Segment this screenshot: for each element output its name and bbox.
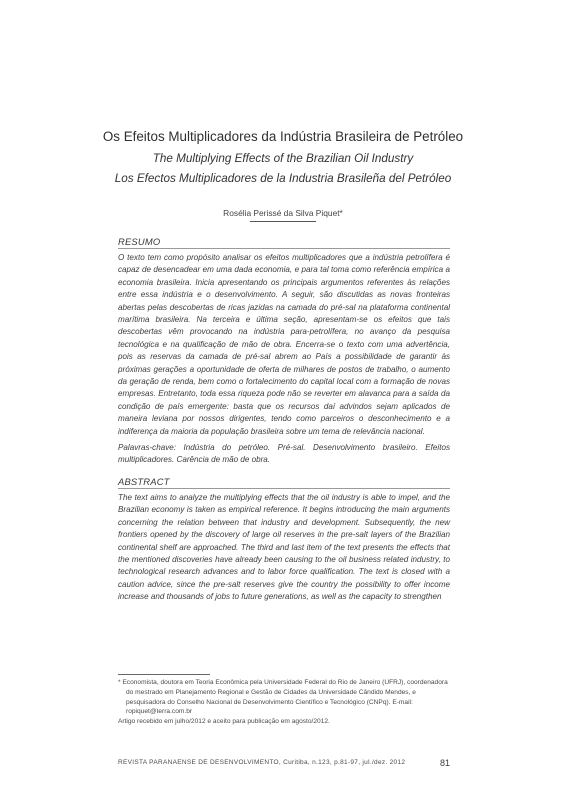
title-block bbox=[100, 128, 466, 189]
footnote bbox=[118, 678, 450, 727]
author-divider bbox=[250, 221, 316, 222]
author-footnote: * Economista, doutora em Teoria Econômica pela Universidade Federal do Rio de Janeiro (UFRJ), coordenadora do mestrado em Planejamento Regional e Gestão de Cidades da Universidade Cândido Mendes, e pesquisadora do Conselho Nacional de Desenvolvimento Científico e Tecnológico (CNPq). E-mail: ropiquet@terra.com.br bbox=[118, 679, 448, 716]
journal-citation: REVISTA PARANAENSE DE DESENVOLVIMENTO, Curitiba, n.123, p.81-97, jul./dez. 2012 bbox=[118, 759, 406, 766]
resumo-keywords: Palavras-chave: Indústria do petróleo. Pré-sal. Desenvolvimento brasileiro. Efeitos multiplicadores. Carência de mão de obra. bbox=[118, 443, 450, 465]
article-title-spanish: Los Efectos Multiplicadores de la Industria Brasileña del Petróleo bbox=[114, 172, 452, 185]
page-number: 81 bbox=[440, 758, 451, 768]
abstract-text: The text aims to analyze the multiplying effects that the oil industry is able to impel, and the Brazilian economy is taken as empirical reference. It begins introducing the main arguments concerning the relation between that industry and development. Subsequently, the new frontiers opened by the discovery of large oil reserves in the pre-salt layers of the Brazilian continental shelf are approached. The third and last item of the text presents the effects that the mentioned discoveries have already been causing to the oil business related industry, to technological research advances and to labor force qualification. The text is closed with a caution advice, since the pre-salt reserves give the country the possibility to offer income increase and thousands of jobs to future generations, as well as the capacity to strengthen bbox=[118, 493, 450, 602]
resumo-text: O texto tem como propósito analisar os efeitos multiplicadores que a indústria petrolífera é capaz de desencadear em uma dada economia, e para tal toma como referência empírica a economia brasileira. Inicia apresentando os principais argumentos referentes às relações entre essa indústria e o desenvolvimento. A seguir, são discutidas as novas fronteiras abertas pelas descobertas de ricas jazidas na camada do pré-sal na plataforma continental marítima brasileira. Na terceira e última seção, apresentam-se os efeitos que tais descobertas vêm provocando na indústria para-petrolífera, no avanço da pesquisa tecnológica e na qualificação de mão de obra. Encerra-se o texto com uma advertência, pois as reservas da camada de pré-sal abrem ao País a possibilidade de garantir às próximas gerações a oportunidade de oferta de milhares de postos de trabalho, o aumento da geração de renda, bem como o fortalecimento do capital local com a formação de novas empresas. Entretanto, toda essa riqueza pode não se reverter em alavanca para a saída da condição de país emergente: basta que os recursos daí advindos sejam aplicados de maneira leviana por nossos dirigentes, tendo como parceiros o desconhecimento e a indiferença da maioria da população brasileira sobre um tema de relevância nacional. bbox=[118, 253, 450, 436]
article-title-english: The Multiplying Effects of the Brazilian Oil Industry bbox=[152, 152, 414, 165]
footnote-divider bbox=[118, 674, 210, 675]
received-note: Artigo recebido em julho/2012 e aceito para publicação em agosto/2012. bbox=[118, 718, 330, 726]
abstract-heading: ABSTRACT bbox=[118, 476, 170, 487]
resumo-rule bbox=[118, 248, 450, 249]
resumo-heading: RESUMO bbox=[118, 236, 161, 247]
abstract-rule bbox=[118, 488, 450, 489]
author-name: Rosélia Perissé da Silva Piquet* bbox=[223, 208, 343, 218]
article-title-portuguese: Os Efeitos Multiplicadores da Indústria Brasileira de Petróleo bbox=[102, 129, 464, 144]
